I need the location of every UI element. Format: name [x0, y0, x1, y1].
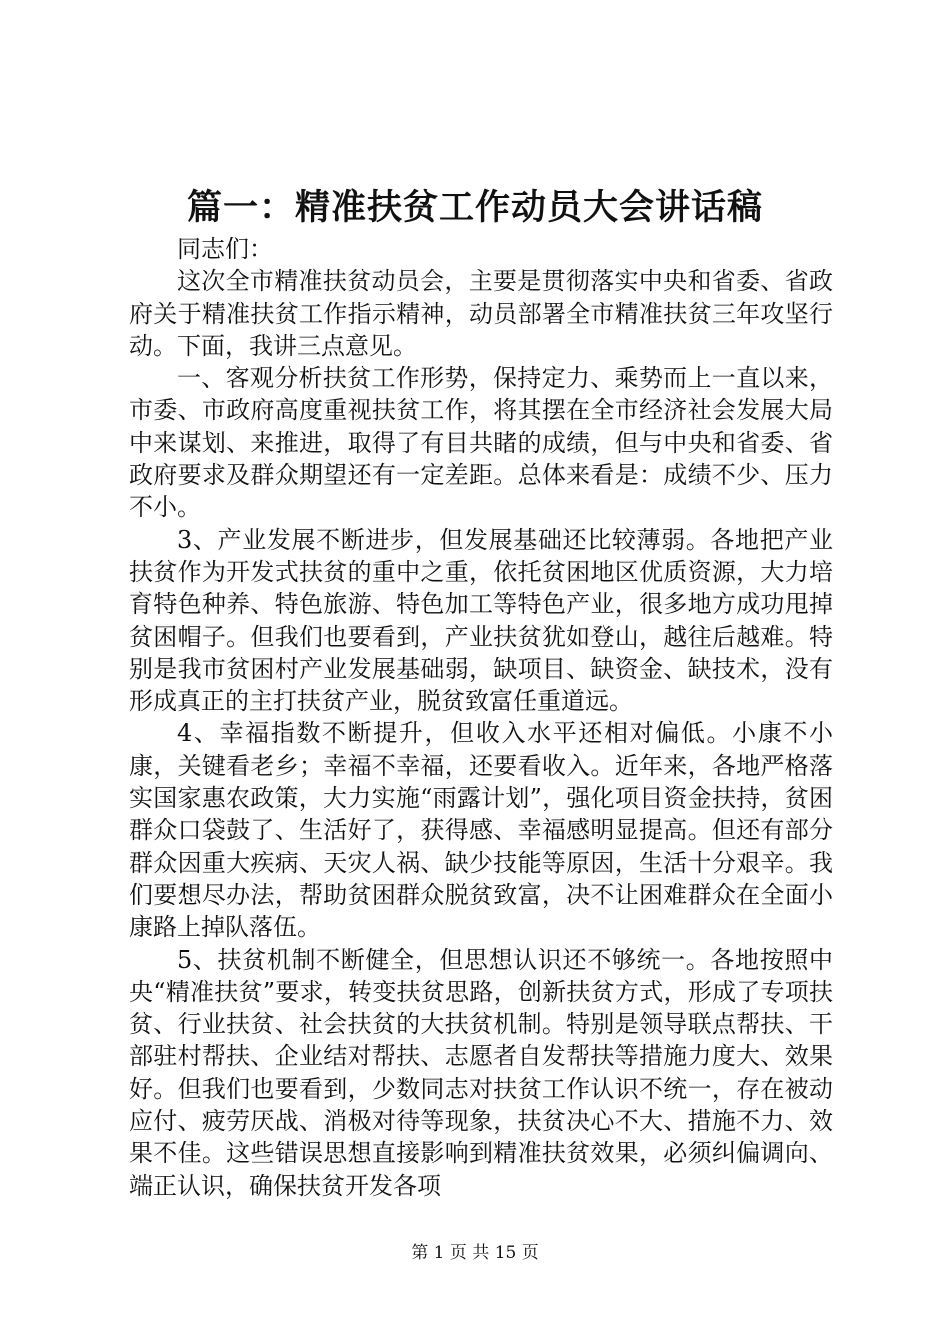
page-number-footer: 第 1 页 共 15 页: [411, 1243, 539, 1263]
body-paragraph: 5、扶贫机制不断健全，但思想认识还不够统一。各地按照中央“精准扶贫”要求，转变扶贫思路，创新扶贫方式，形成了专项扶贫、行业扶贫、社会扶贫的大扶贫机制。特别是领导联点帮扶、干部驻村帮扶、企业结对帮扶、志愿者自发帮扶等措施力度大、效果好。但我们也要看到，少数同志对扶贫工作认识不统一，存在被动应付、疲劳厌战、消极对待等现象，扶贫决心不大、措施不力、效果不佳。这些错误思想直接影响到精准扶贫效果，必须纠偏调向、端正认识，确保扶贫开发各项: [129, 945, 833, 1200]
body-paragraph: 这次全市精准扶贫动员会，主要是贯彻落实中央和省委、省政府关于精准扶贫工作指示精神，动员部署全市精准扶贫三年攻坚行动。下面，我讲三点意见。: [129, 267, 833, 360]
document-body: [129, 233, 833, 1202]
body-paragraph: 3、产业发展不断进步，但发展基础还比较薄弱。各地把产业扶贫作为开发式扶贫的重中之重，依托贫困地区优质资源，大力培育特色种养、特色旅游、特色加工等特色产业，很多地方成功甩掉贫困帽子。但我们也要看到，产业扶贫犹如登山，越往后越难。特别是我市贫困村产业发展基础弱，缺项目、缺资金、缺技术，没有形成真正的主打扶贫产业，脱贫致富任重道远。: [129, 525, 833, 716]
body-paragraph: 4、幸福指数不断提升，但收入水平还相对偏低。小康不小康，关键看老乡；幸福不幸福，还要看收入。近年来，各地严格落实国家惠农政策，大力实施“雨露计划”，强化项目资金扶持，贫困群众口袋鼓了、生活好了，获得感、幸福感明显提高。但还有部分群众因重大疾病、天灾人祸、缺少技能等原因，生活十分艰辛。我们要想尽办法，帮助贫困群众脱贫致富，决不让困难群众在全面小康路上掉队落伍。: [129, 719, 833, 942]
salutation: 同志们：: [177, 235, 273, 263]
body-paragraph: 一、客观分析扶贫工作形势，保持定力、乘势而上一直以来，市委、市政府高度重视扶贫工作，将其摆在全市经济社会发展大局中来谋划、来推进，取得了有目共睹的成绩，但与中央和省委、省政府要求及群众期望还有一定差距。总体来看是：成绩不少、压力不小。: [129, 364, 833, 522]
document-title: 篇一：精准扶贫工作动员大会讲话稿: [186, 187, 763, 228]
